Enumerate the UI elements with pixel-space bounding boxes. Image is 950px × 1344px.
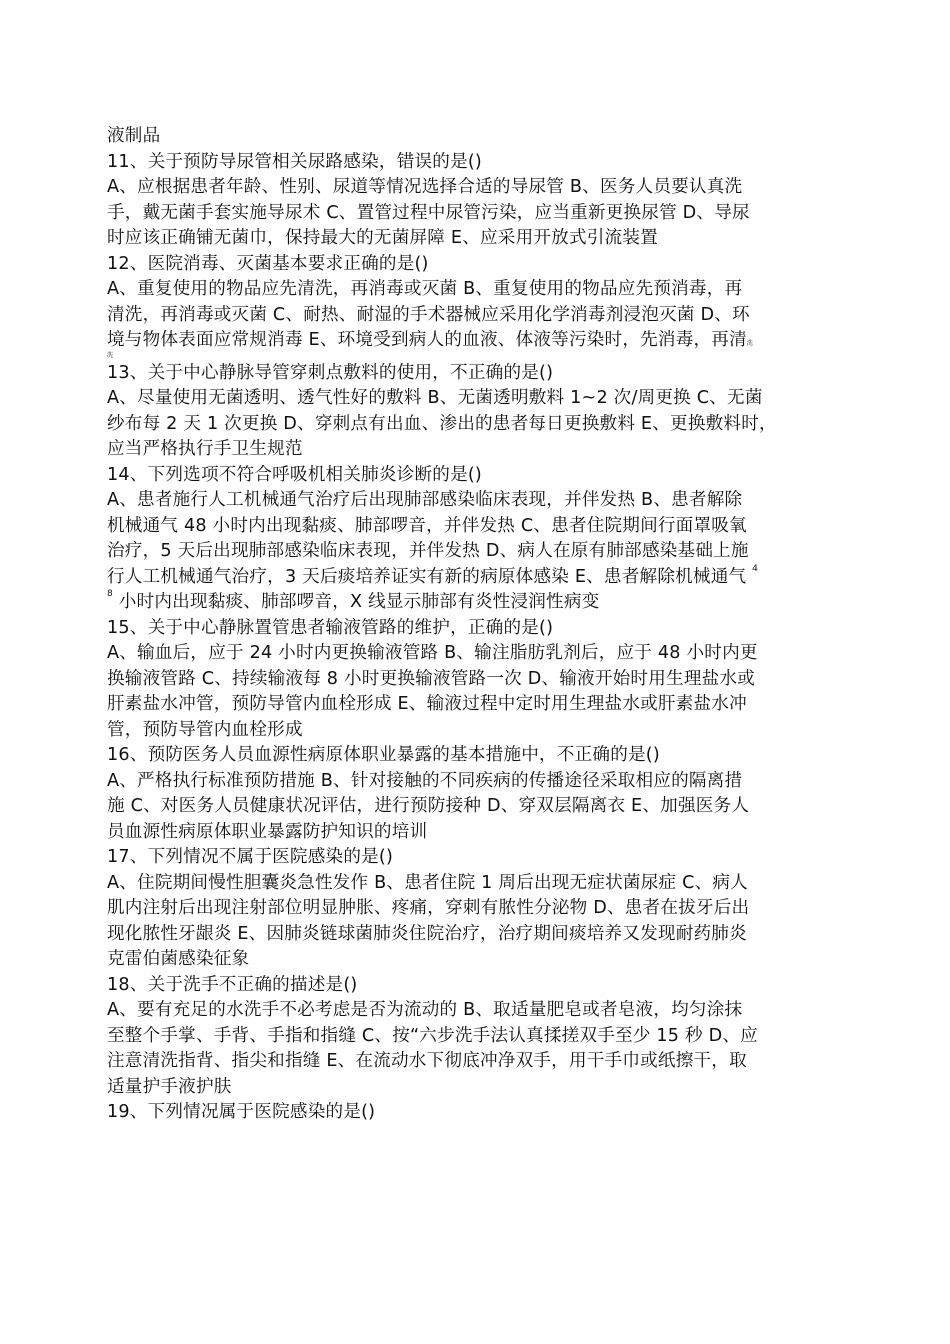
overflow-fragment: 4 [752,563,759,574]
question-11-options: A、应根据患者年龄、性别、尿道等情况选择合适的导尿管 B、医务人员要认真洗 [107,177,743,197]
question-16-options: A、严格执行标准预防措施 B、针对接触的不同疾病的传播途径采取相应的隔离措 [107,770,743,791]
question-17-options: 肌内注射后出现注射部位明显肿胀、疼痛，穿刺有脓性分泌物 D、患者在拔牙后出 [107,898,750,918]
question-12-options: 清洗，再消毒或灭菌 C、耐热、耐湿的手术器械应采用化学消毒剂浸泡灭菌 D、环 [107,304,750,325]
question-16-title: 16、预防医务人员血源性病原体职业暴露的基本措施中，不正确的是() [107,745,660,765]
document-body [107,124,840,1126]
question-18-options: 注意清洗指背、指尖和指缝 E、在流动水下彻底冲净双手，用干手巾或纸擦干，取 [107,1051,747,1071]
question-19-title: 19、下列情况属于医院感染的是() [107,1102,376,1122]
overflow-fragment-line: 洗 [107,351,114,359]
question-18-options: 至整个手掌、手背、手指和指缝 C、按“六步洗手法认真揉搓双手至少 15 秒 D、应 [107,1025,758,1046]
question-15-options: A、输血后，应于 24 小时内更换输液管路 B、输注脂肪乳剂后，应于 48 小时内更 [107,643,758,663]
question-12-options: A、重复使用的物品应先清洗，再消毒或灭菌 B、重复使用的物品应先预消毒，再 [107,279,743,299]
question-14-options: A、患者施行人工机械通气治疗后出现肺部感染临床表现，并伴发热 B、患者解除 [107,490,743,510]
question-14-title: 14、下列选项不符合呼吸机相关肺炎诊断的是() [107,464,482,485]
question-13-title: 13、关于中心静脉导管穿刺点敷料的使用，不正确的是() [107,362,554,383]
question-16-options: 施 C、对医务人员健康状况评估，进行预防接种 D、穿双层隔离衣 E、加强医务人 [107,796,750,816]
question-13-options: 纱布每 2 天 1 次更换 D、穿刺点有出血、渗出的患者每日更换敷料 E、更换敷料时， [107,413,777,434]
question-17-options: 现化脓性牙龈炎 E、因肺炎链球菌肺炎住院治疗，治疗期间痰培养又发现耐药肺炎 [107,923,747,944]
question-11-title: 11、关于预防导尿管相关尿路感染，错误的是() [107,151,482,172]
question-11-options: 手，戴无菌手套实施导尿术 C、置管过程中尿管污染，应当重新更换尿管 D、导尿 [107,202,750,223]
text-fragment: 小时内出现黏痰、肺部啰音，X 线显示肺部有炎性浸润性病变 [118,592,600,612]
question-16-options: 员血源性病原体职业暴露防护知识的培训 [107,821,428,842]
question-17-title: 17、下列情况不属于医院感染的是() [107,847,394,867]
text-fragment: 境与物体表面应常规消毒 E、环境受到病人的血液、体液等污染时，先消毒，再清 [107,330,747,350]
question-18-options: 适量护手液护肤 [107,1076,232,1097]
question-12-options [107,328,840,354]
question-15-title: 15、关于中心静脉置管患者输液管路的维护，正确的是() [107,617,554,638]
question-14-options [107,590,840,616]
question-17-options: 克雷伯菌感染征象 [107,949,250,969]
question-14-options [107,565,840,591]
question-11-options: 时应该正确铺无菌巾，保持最大的无菌屏障 E、应采用开放式引流装置 [107,228,658,248]
question-17-options: A、住院期间慢性胆囊炎急性发作 B、患者住院 1 周后出现无症状菌尿症 C、病人 [107,872,748,893]
text-line: 液制品 [107,126,161,146]
question-14-options: 机械通气 48 小时内出现黏痰、肺部啰音，并伴发热 C、患者住院期间行面罩吸氧 [107,515,747,536]
text-fragment: 行人工机械通气治疗，3 天后痰培养证实有新的病原体感染 E、患者解除机械通气 [107,566,747,587]
question-14-options: 治疗，5 天后出现肺部感染临床表现，并伴发热 D、病人在原有肺部感染基础上施 [107,541,749,561]
question-18-options: A、要有充足的水洗手不必考虑是否为流动的 B、取适量肥皂或者皂液，均匀涂抹 [107,1000,743,1020]
question-15-options: 管，预防导管内血栓形成 [107,719,303,740]
question-13-options: 应当严格执行手卫生规范 [107,439,303,459]
question-15-options: 肝素盐水冲管，预防导管内血栓形成 E、输液过程中定时用生理盐水或肝素盐水冲 [107,694,747,714]
question-13-options: A、尽量使用无菌透明、透气性好的敷料 B、无菌透明敷料 1~2 次/周更换 C、无菌 [107,388,763,408]
question-18-title: 18、关于洗手不正确的描述是() [107,974,358,995]
overflow-fragment: 8 [107,589,113,599]
question-12-title: 12、医院消毒、灭菌基本要求正确的是() [107,253,429,274]
question-15-options: 换输液管路 C、持续输液每 8 小时更换输液管路一次 D、输液开始时用生理盐水或 [107,668,755,689]
overflow-fragment: 洗 [746,340,754,347]
